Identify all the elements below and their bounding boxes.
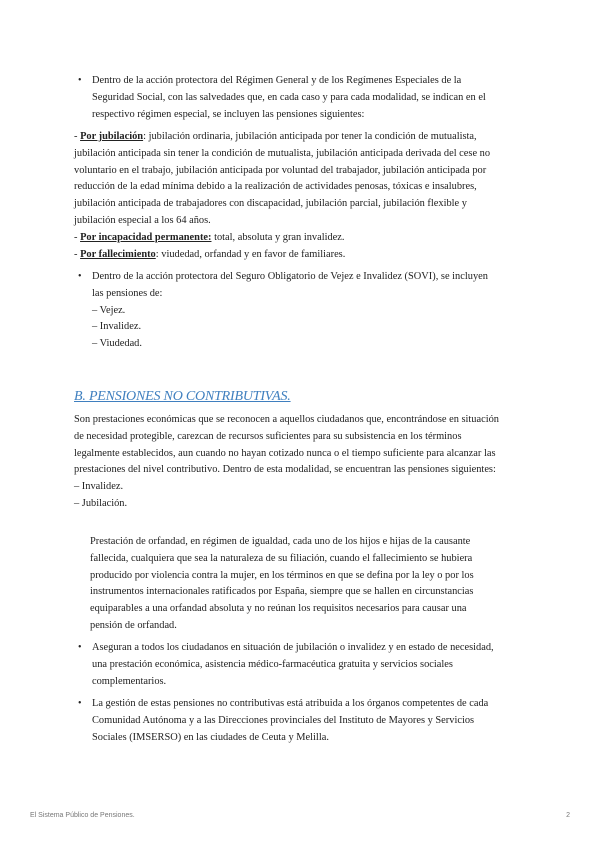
text-line: Son prestaciones económicas que se reconocen a aquellos ciudadanos que, encontrándose en situación <box>74 414 500 425</box>
text-line <box>74 247 534 264</box>
text-line <box>74 230 534 247</box>
text-line: Comunidad Autónoma y a las Direcciones provinciales del Instituto de Mayores y Servicios <box>92 714 475 726</box>
incapacidad-label: Por incapacidad permanente: <box>80 231 212 243</box>
jubilacion-paragraph <box>74 129 534 263</box>
fallecimiento-label: Por fallecimiento <box>80 248 156 260</box>
text-line: jubilación anticipada sin tener la condición de mutualista, jubilación anticipada derivada del cese no <box>74 147 491 159</box>
section-heading: B. PENSIONES NO CONTRIBUTIVAS. <box>74 389 291 404</box>
bullet-icon: • <box>78 642 82 653</box>
fallecimiento-text: : viudedad, orfandad y en favor de familiares. <box>155 248 346 260</box>
bullet-icon: • <box>78 75 82 86</box>
text-line: pensión de orfandad. <box>90 619 177 631</box>
page-number: 2 <box>566 812 570 819</box>
text-line: jubilación anticipada de trabajadores con discapacidad, jubilación parcial, jubilación flexible y <box>74 198 467 210</box>
orfandad-paragraph <box>90 534 530 635</box>
footer-title: El Sistema Público de Pensiones. <box>30 812 135 819</box>
text-line: una prestación económica, asistencia médico-farmacéutica gratuita y servicios sociales <box>92 658 453 670</box>
dash-prefix: - <box>74 231 81 243</box>
bullet-item-sovi <box>78 269 532 353</box>
text-line: complementarios. <box>92 675 167 687</box>
jubilacion-text: : jubilación ordinaria, jubilación anticipada por tener la condición de mutualista, <box>143 131 477 142</box>
incapacidad-text: total, absoluta y gran invalidez. <box>211 231 345 243</box>
text-line: instrumentos internacionales ratificados por España, siempre que se hallen en circunstancias <box>90 586 474 598</box>
dash-prefix: - <box>74 248 81 260</box>
text-line: Sociales (IMSERSO) en las ciudades de Ceuta y Melilla. <box>92 731 329 743</box>
jubilacion-label: Por jubilación <box>80 131 144 142</box>
text-line: Seguridad Social, con las salvedades que, en cada caso y para cada modalidad, se indican en el <box>92 91 486 103</box>
text-line: – Invalidez. <box>92 321 142 333</box>
bullet-icon: • <box>78 698 82 709</box>
text-line: jubilación especial a los 64 años. <box>74 214 211 226</box>
text-line: las pensiones de: <box>92 287 163 299</box>
text-line: equiparables a una orfandad absoluta y no reúnan los requisitos necesarios para causar una <box>90 603 467 615</box>
text-line: reducción de la edad mínima debido a la realización de actividades penosas, tóxicas e insalubres, <box>74 181 477 193</box>
text-line: – Viudedad. <box>92 338 142 350</box>
text-line: – Vejez. <box>92 304 126 316</box>
text-line: legalmente establecidos, aun cuando no hayan cotizado nunca o el tiempo suficiente para alcanzar las <box>74 447 496 459</box>
text-line: producido por violencia contra la mujer, en los términos en que se defina por la ley o por los <box>90 569 474 581</box>
text-line: Prestación de orfandad, en régimen de igualdad, cada uno de los hijos e hijas de la causante <box>90 536 471 547</box>
bullet-icon: • <box>78 271 82 282</box>
text-line: fallecida, cualquiera que sea la naturaleza de su filiación, cuando el fallecimiento se hubiera <box>90 552 473 564</box>
no-contributivas-intro <box>74 412 534 513</box>
text-line: Aseguran a todos los ciudadanos en situación de jubilación o invalidez y en estado de necesidad, <box>92 642 494 653</box>
text-line: Dentro de la acción protectora del Régimen General y de los Regímenes Especiales de la <box>92 75 462 86</box>
text-line: respectivo régimen especial, se incluyen las pensiones siguientes: <box>92 108 365 120</box>
bullet-item-gestion <box>78 696 532 746</box>
text-line: Dentro de la acción protectora del Seguro Obligatorio de Vejez e Invalidez (SOVI), se incluyen <box>92 271 488 282</box>
text-line <box>74 129 534 146</box>
text-line: – Invalidez. <box>74 481 124 493</box>
text-line: prestaciones del nivel contributivo. Dentro de esta modalidad, se encuentran las pensiones siguientes: <box>74 464 496 476</box>
text-line: voluntario en el trabajo, jubilación anticipada por voluntad del trabajador, jubilación anticipada por <box>74 164 487 176</box>
text-line: La gestión de estas pensiones no contributivas está atribuida a los órganos competentes de cada <box>92 698 489 709</box>
bullet-item-regimen-general <box>78 73 532 123</box>
text-line: – Jubilación. <box>74 497 128 509</box>
bullet-item-aseguran <box>78 640 532 690</box>
text-line: de necesidad protegible, carezcan de recursos suficientes para su subsistencia en los términos <box>74 430 462 442</box>
dash-prefix: - <box>74 131 81 142</box>
